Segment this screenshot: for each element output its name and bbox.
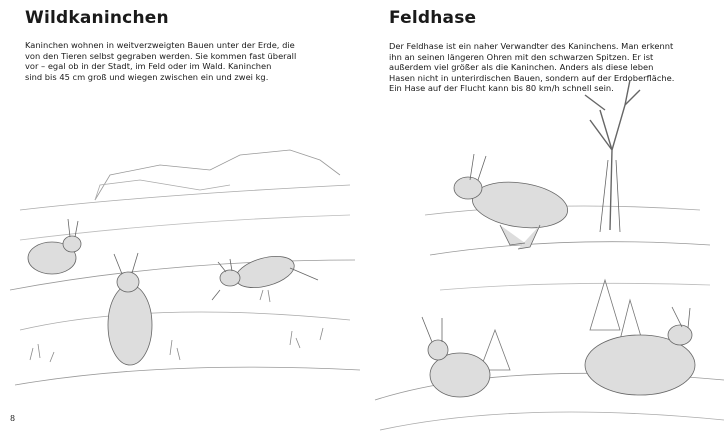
page-number: 8 [10,414,16,423]
rabbit-landscape-illustration [10,150,360,385]
text-line: außerdem viel größer als die Kaninchen. Anders als diese leben [389,62,654,73]
text-line: vor – egal ob in der Stadt, im Feld oder im Wald. Kaninchen [25,61,272,72]
right-page-title: Feldhase [389,8,477,28]
text-line: Der Feldhase ist ein naher Verwandter des Kaninchens. Man erkennt [389,41,674,51]
text-line: von den Tieren selbst gegraben werden. Sie kommen fast überall [25,50,297,61]
text-line: Hasen nicht in unterirdischen Bauen, sondern auf der Erdoberfläche. [389,72,675,83]
hare-landscape-illustration [375,80,724,430]
text-line: Kaninchen wohnen in weitverzweigten Bauen unter der Erde, die [25,40,295,50]
text-line: ihn an seinen längeren Ohren mit den schwarzen Spitzen. Er ist [389,51,654,62]
text-line: sind bis 45 cm groß und wiegen zwischen ein und zwei kg. [25,71,269,82]
left-page-title: Wildkaninchen [25,8,169,28]
text-line: Ein Hase auf der Flucht kann bis 80 km/h schnell sein. [389,83,614,94]
